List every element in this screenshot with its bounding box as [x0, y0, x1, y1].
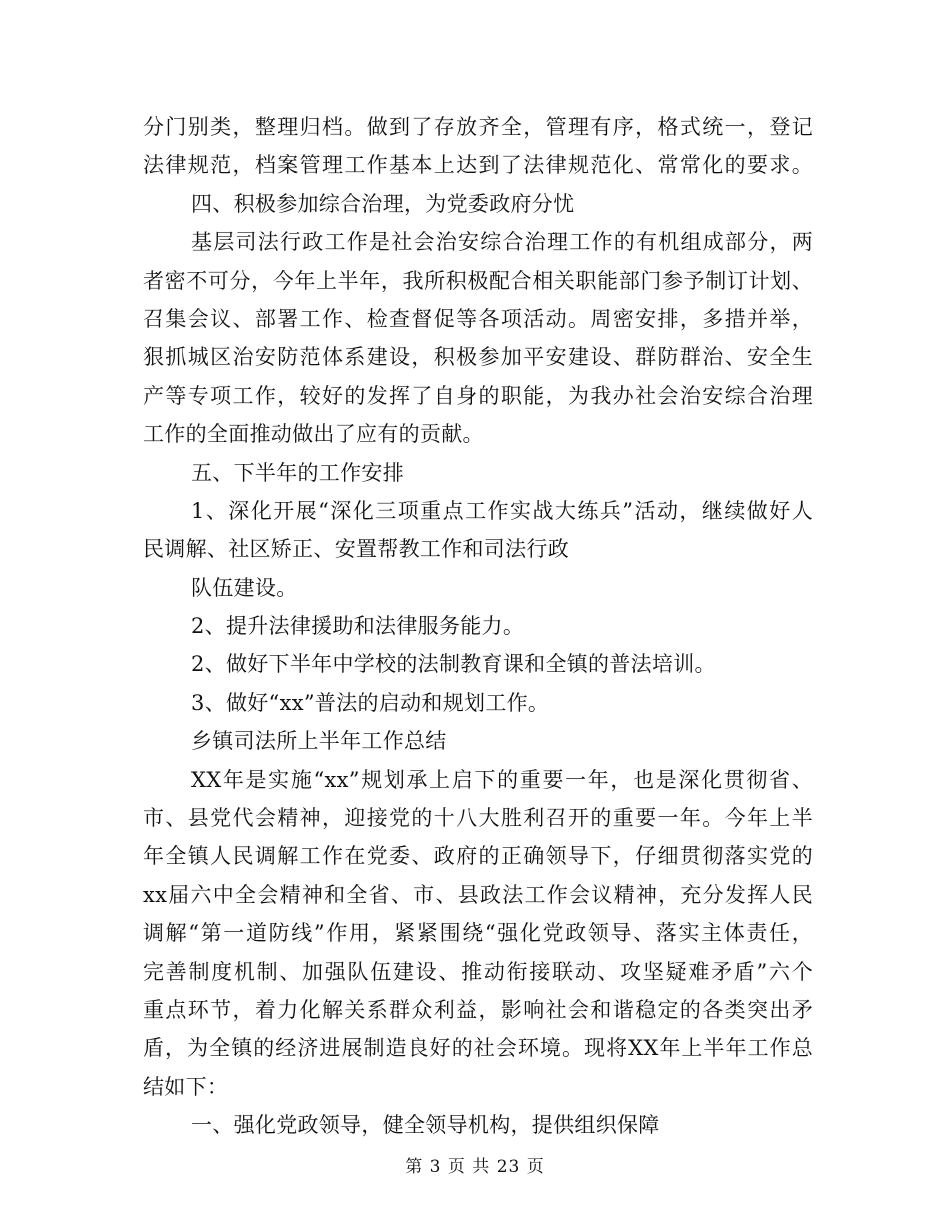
text-line: 民调解、社区矫正、安置帮教工作和司法行政: [143, 537, 569, 562]
text-line: 年全镇人民调解工作在党委、政府的正确领导下，仔细贯彻落实党的: [143, 844, 813, 869]
page-number: 第 3 页 共 23 页: [405, 1157, 545, 1177]
text-line: 完善制度机制、加强队伍建设、推动衔接联动、攻坚疑难矛盾”六个: [143, 959, 813, 984]
list-item: 1、深化开展“深化三项重点工作实战大练兵”活动，继续做好人: [191, 498, 813, 523]
text-line: 调解“第一道防线”作用，紧紧围绕“强化党政领导、落实主体责任，: [143, 921, 813, 946]
section-heading: 四、积极参加综合治理，为党委政府分忧: [191, 191, 575, 216]
list-item: 2、提升法律援助和法律服务能力。: [191, 614, 525, 639]
text-line: XX年是实施“xx”规划承上启下的重要一年，也是深化贯彻省、: [191, 767, 813, 792]
text-line: 结如下：: [143, 1074, 229, 1099]
text-line: 狠抓城区治安防范体系建设，积极参加平安建设、群防群治、安全生: [143, 345, 813, 370]
text-line: 基层司法行政工作是社会治安综合治理工作的有机组成部分，两: [191, 230, 813, 255]
document-body: [143, 108, 813, 1145]
text-line: xx届六中全会精神和全省、市、县政法工作会议精神，充分发挥人民: [143, 882, 813, 907]
text-line: 法律规范，档案管理工作基本上达到了法律规范化、常常化的要求。: [143, 153, 813, 178]
list-item: 3、做好“xx”普法的启动和规划工作。: [191, 690, 550, 715]
text-line: 队伍建设。: [191, 575, 298, 600]
text-line: 市、县党代会精神，迎接党的十八大胜利召开的重要一年。今年上半: [143, 806, 813, 831]
section-heading: 一、强化党政领导，健全领导机构，提供组织保障: [191, 1113, 660, 1138]
text-line: 召集会议、部署工作、检查督促等各项活动。周密安排，多措并举，: [143, 306, 813, 331]
text-line: 分门别类，整理归档。做到了存放齐全，管理有序，格式统一，登记: [143, 115, 813, 139]
list-item: 2、做好下半年中学校的法制教育课和全镇的普法培训。: [191, 652, 716, 677]
text-line: 者密不可分，今年上半年，我所积极配合相关职能部门参予制订计划、: [143, 268, 813, 293]
text-line: 重点环节，着力化解关系群众利益，影响社会和谐稳定的各类突出矛: [143, 997, 813, 1022]
text-line: 盾，为全镇的经济进展制造良好的社会环境。现将XX年上半年工作总: [143, 1036, 813, 1061]
document-title: 乡镇司法所上半年工作总结: [191, 729, 447, 754]
text-line: 工作的全面推动做出了应有的贡献。: [143, 422, 484, 447]
text-line: 产等专项工作，较好的发挥了自身的职能，为我办社会治安综合治理: [143, 383, 813, 408]
section-heading: 五、下半年的工作安排: [191, 460, 404, 485]
